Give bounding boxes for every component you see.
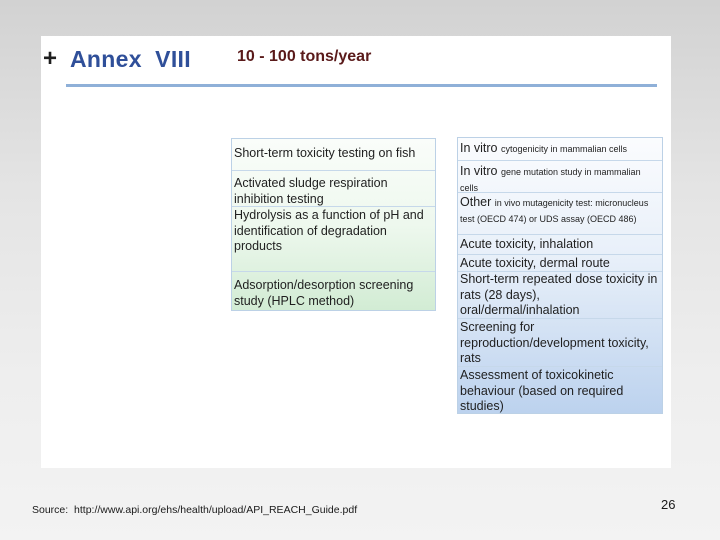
requirement-detail: cytogenicity in mammalian cells xyxy=(501,144,628,154)
list-item xyxy=(458,139,662,160)
list-item xyxy=(232,170,435,206)
slide-title: Annex VIII xyxy=(70,46,191,72)
requirement-text: Adsorption/desorption screening study (HPLC method) xyxy=(234,278,414,308)
requirement-text: Activated sludge respiration inhibition testing xyxy=(234,176,388,206)
requirement-text: Short-term toxicity testing on fish xyxy=(234,146,416,160)
list-item xyxy=(458,254,662,271)
requirement-lead: In vitro xyxy=(460,141,498,155)
list-item xyxy=(458,366,662,414)
requirement-lead: Assessment of toxicokinetic behaviour (based on required studies) xyxy=(460,368,624,413)
requirement-lead: Screening for reproduction/development toxicity, rats xyxy=(460,320,649,365)
source-citation: Source: http://www.api.org/ehs/health/upload/API_REACH_Guide.pdf xyxy=(32,504,358,516)
page-number: 26 xyxy=(661,497,676,512)
list-item xyxy=(232,206,435,271)
list-item xyxy=(458,318,662,366)
requirement-lead: In vitro xyxy=(460,164,498,178)
list-item xyxy=(458,192,662,234)
list-item xyxy=(458,234,662,254)
plus-icon: + xyxy=(43,45,58,72)
requirement-lead: Acute toxicity, dermal route xyxy=(460,256,610,270)
requirement-detail: in vivo mutagenicity test: micronucleus test (OECD 474) or UDS assay (OECD 486) xyxy=(460,198,649,224)
slide-subtitle: 10 - 100 tons/year xyxy=(237,48,372,65)
list-item xyxy=(232,271,435,311)
requirement-lead: Other xyxy=(460,195,492,209)
requirement-lead: Short-term repeated dose toxicity in rats (28 days), oral/dermal/inhalation xyxy=(460,272,658,317)
requirement-text: Hydrolysis as a function of pH and identification of degradation products xyxy=(234,208,424,253)
requirement-detail: gene mutation study in mammalian cells xyxy=(460,167,641,192)
left-requirements-box xyxy=(231,138,436,311)
list-item xyxy=(232,142,435,170)
title-divider xyxy=(66,84,657,87)
list-item xyxy=(458,160,662,192)
list-item xyxy=(458,271,662,318)
requirement-lead: Acute toxicity, inhalation xyxy=(460,237,594,251)
right-requirements-box xyxy=(457,137,663,414)
